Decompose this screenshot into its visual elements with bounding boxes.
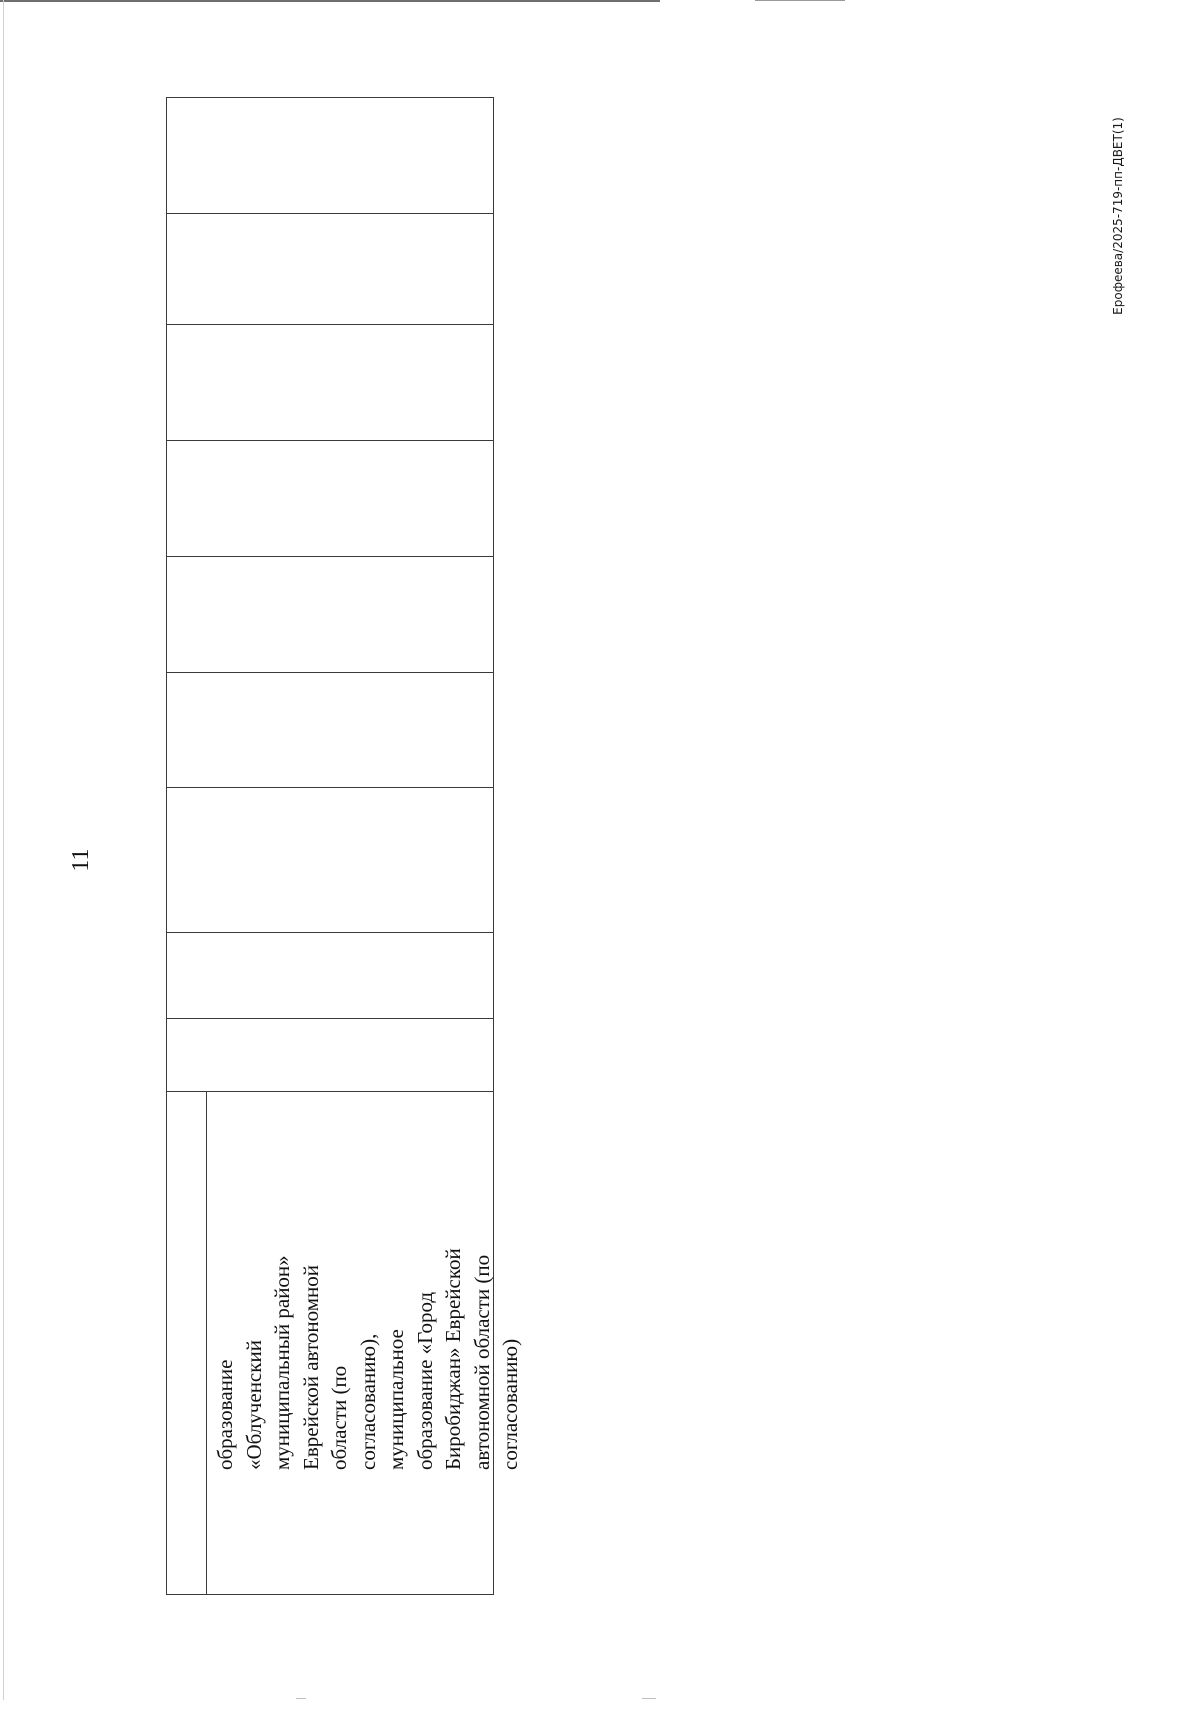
cell-line: Еврейской автономной (298, 1265, 323, 1470)
table-row-divider (167, 556, 493, 557)
cell-line: автономной области (по (469, 1254, 494, 1470)
table-cell (207, 1091, 522, 1476)
cell-line: образование (213, 1359, 237, 1470)
cell-line: «Облученский (241, 1340, 266, 1470)
cell-line: муниципальное (384, 1329, 408, 1470)
cell-line: Биробиджан» Еврейской (441, 1248, 465, 1470)
table-row-divider (167, 672, 493, 673)
table-row-divider (167, 440, 493, 441)
table-cell-text (207, 1091, 522, 1476)
document-table (166, 97, 522, 1595)
scan-edge-mark (3, 0, 4, 1700)
page-number: 11 (68, 848, 94, 872)
cell-line: согласованию), (355, 1333, 380, 1470)
document-code-text: Ерофеева/2025-719-пп-ДВЕТ(1) (1111, 117, 1125, 315)
scan-edge-mark (755, 0, 845, 1)
cell-line: образование «Город (412, 1291, 437, 1470)
scan-edge-mark (0, 0, 660, 2)
table-row-divider (167, 324, 493, 325)
scan-speck (642, 1698, 656, 1699)
table-row-divider (167, 1018, 493, 1019)
cell-line: согласованию) (498, 1338, 522, 1470)
table-row-divider (167, 932, 493, 933)
table-row-divider (167, 213, 493, 214)
cell-line: муниципальный район» (270, 1255, 294, 1470)
scan-speck (296, 1698, 306, 1699)
cell-line: области (по (327, 1365, 351, 1470)
table-row-divider (167, 787, 493, 788)
